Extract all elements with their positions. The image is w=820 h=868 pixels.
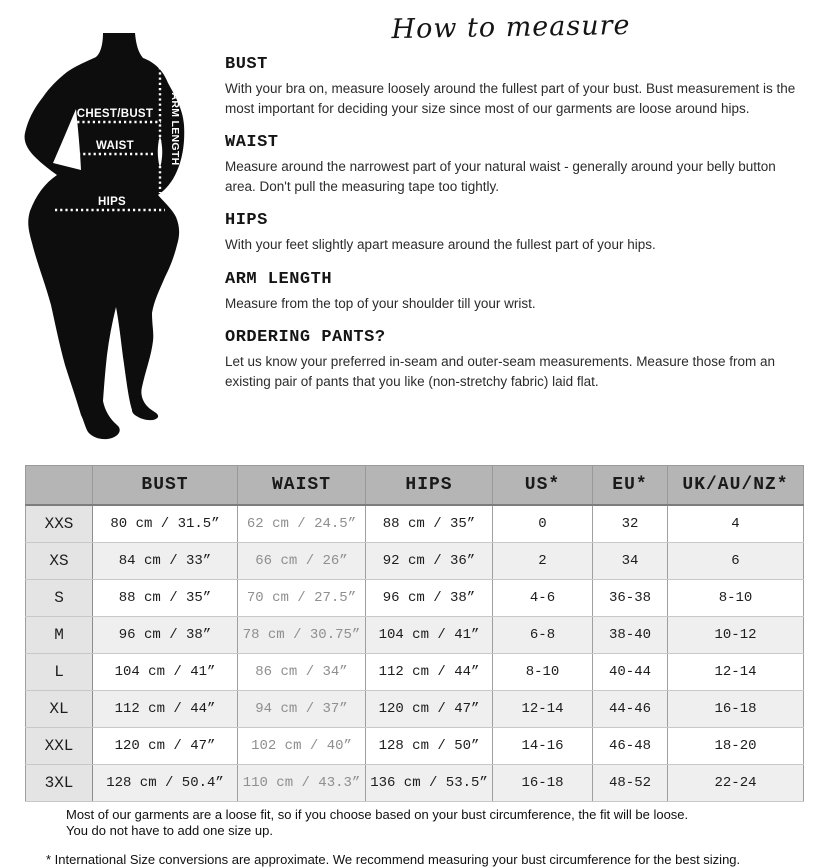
section-bust — [225, 55, 797, 118]
size-chart-header — [26, 466, 804, 506]
col-header-us: US* — [493, 466, 593, 506]
uk-cell: 16-18 — [668, 691, 804, 728]
bust-cell: 96 cm / 38” — [93, 617, 238, 654]
section-body: Measure from the top of your shoulder till your wrist. — [225, 295, 536, 311]
uk-cell: 18-20 — [668, 728, 804, 765]
us-cell: 8-10 — [493, 654, 593, 691]
row-s — [26, 580, 804, 617]
section-ordering-pants — [225, 328, 797, 391]
page-title: How to measure — [391, 9, 631, 46]
hips-label: HIPS — [97, 196, 127, 208]
size-cell: L — [26, 654, 93, 691]
us-cell: 4-6 — [493, 580, 593, 617]
waist-cell: 70 cm / 27.5” — [238, 580, 366, 617]
size-cell: XS — [26, 543, 93, 580]
uk-cell: 22-24 — [668, 765, 804, 802]
us-cell: 14-16 — [493, 728, 593, 765]
section-heading: HIPS — [225, 211, 268, 231]
footnotes — [0, 807, 820, 868]
eu-cell: 44-46 — [593, 691, 668, 728]
row-3xl — [26, 765, 804, 802]
eu-cell: 32 — [593, 505, 668, 543]
col-header-bust: BUST — [93, 466, 238, 506]
waist-label: WAIST — [96, 140, 134, 152]
uk-cell: 6 — [668, 543, 804, 580]
size-chart-table — [25, 465, 804, 802]
section-body: Measure around the narrowest part of your natural waist - generally around your belly button area. Don't pull the measuring tape too tightly. — [225, 159, 776, 194]
row-xxl — [26, 728, 804, 765]
bust-cell: 120 cm / 47” — [93, 728, 238, 765]
hips-cell: 112 cm / 44” — [366, 654, 493, 691]
waist-cell: 66 cm / 26” — [238, 543, 366, 580]
us-cell: 0 — [493, 505, 593, 543]
instructions-column — [225, 9, 797, 392]
hips-cell: 120 cm / 47” — [366, 691, 493, 728]
section-body: With your bra on, measure loosely around the fullest part of your bust. Bust measurement is the most important for deciding your size since most of our garments are loose around hips. — [225, 81, 796, 116]
loose-fit-note-line1: Most of our garments are a loose fit, so if you choose based on your bust circumference, the fit will be loose. — [66, 807, 689, 822]
loose-fit-note-line2: You do not have to add one size up. — [66, 822, 273, 838]
section-waist — [225, 133, 797, 196]
hips-cell: 96 cm / 38” — [366, 580, 493, 617]
row-xl — [26, 691, 804, 728]
bust-cell: 104 cm / 41” — [93, 654, 238, 691]
hips-cell: 128 cm / 50” — [366, 728, 493, 765]
waist-cell: 110 cm / 43.3” — [238, 765, 366, 802]
loose-fit-note — [66, 807, 820, 838]
eu-cell: 38-40 — [593, 617, 668, 654]
eu-cell: 46-48 — [593, 728, 668, 765]
waist-cell: 86 cm / 34” — [238, 654, 366, 691]
col-header-waist: WAIST — [238, 466, 366, 506]
waist-cell: 62 cm / 24.5” — [238, 505, 366, 543]
arm-length-label: ARM LENGTH — [169, 92, 181, 166]
waist-cell: 102 cm / 40” — [238, 728, 366, 765]
row-l — [26, 654, 804, 691]
silhouette-svg — [15, 25, 215, 445]
section-heading: WAIST — [225, 133, 279, 153]
waist-cell: 78 cm / 30.75” — [238, 617, 366, 654]
bust-cell: 80 cm / 31.5” — [93, 505, 238, 543]
size-cell: XXL — [26, 728, 93, 765]
eu-cell: 48-52 — [593, 765, 668, 802]
size-cell: XL — [26, 691, 93, 728]
section-heading: ARM LENGTH — [225, 269, 333, 289]
size-cell: XXS — [26, 505, 93, 543]
section-hips — [225, 211, 797, 255]
waist-cell: 94 cm / 37” — [238, 691, 366, 728]
col-header-size — [26, 466, 93, 506]
chest-label: CHEST/BUST — [76, 108, 154, 120]
size-cell: S — [26, 580, 93, 617]
uk-cell: 8-10 — [668, 580, 804, 617]
bust-cell: 84 cm / 33” — [93, 543, 238, 580]
bust-cell: 128 cm / 50.4” — [93, 765, 238, 802]
size-cell: M — [26, 617, 93, 654]
hips-cell: 104 cm / 41” — [366, 617, 493, 654]
us-cell: 2 — [493, 543, 593, 580]
size-cell: 3XL — [26, 765, 93, 802]
hips-cell: 92 cm / 36” — [366, 543, 493, 580]
eu-cell: 34 — [593, 543, 668, 580]
conversion-note: * International Size conversions are approximate. We recommend measuring your bust circumference for the best sizing. — [46, 852, 741, 867]
col-header-uk-au-nz: UK/AU/NZ* — [668, 466, 804, 506]
row-m — [26, 617, 804, 654]
bust-cell: 112 cm / 44” — [93, 691, 238, 728]
us-cell: 12-14 — [493, 691, 593, 728]
us-cell: 6-8 — [493, 617, 593, 654]
bust-cell: 88 cm / 35” — [93, 580, 238, 617]
col-header-hips: HIPS — [366, 466, 493, 506]
eu-cell: 40-44 — [593, 654, 668, 691]
section-body: With your feet slightly apart measure around the fullest part of your hips. — [225, 237, 656, 253]
eu-cell: 36-38 — [593, 580, 668, 617]
row-xs — [26, 543, 804, 580]
section-heading: ORDERING PANTS? — [225, 328, 386, 348]
col-header-eu: EU* — [593, 466, 668, 506]
hips-cell: 88 cm / 35” — [366, 505, 493, 543]
us-cell: 16-18 — [493, 765, 593, 802]
uk-cell: 12-14 — [668, 654, 804, 691]
section-body: Let us know your preferred in-seam and outer-seam measurements. Measure those from an existing pair of pants that you like (non-stretchy fabric) laid flat. — [225, 354, 776, 389]
section-arm-length — [225, 270, 797, 314]
uk-cell: 10-12 — [668, 617, 804, 654]
uk-cell: 4 — [668, 505, 804, 543]
hips-cell: 136 cm / 53.5” — [366, 765, 493, 802]
section-heading: BUST — [225, 55, 268, 74]
measurement-figure — [15, 25, 215, 445]
row-xxs — [26, 505, 804, 543]
